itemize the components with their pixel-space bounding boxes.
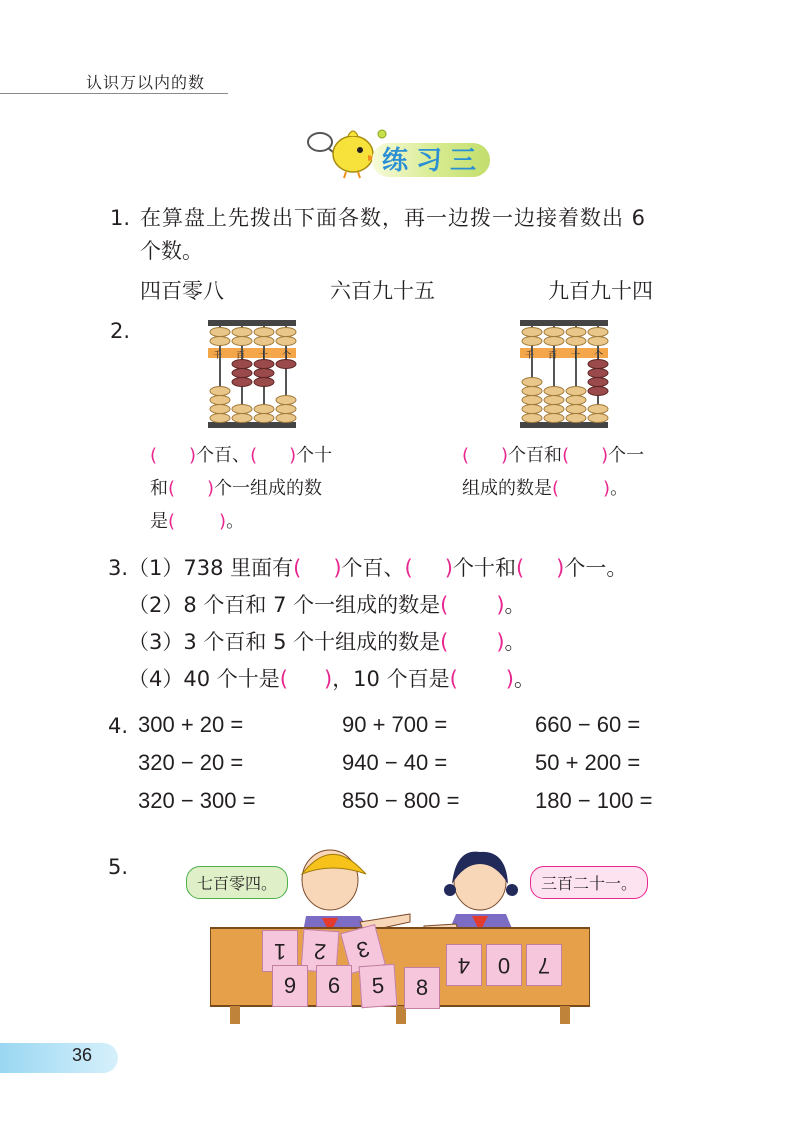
blank-close: ) bbox=[496, 630, 505, 654]
blank-close: ) bbox=[444, 556, 453, 580]
q2-left-text: 个百、 bbox=[196, 445, 251, 466]
q2-left-line3 bbox=[150, 507, 244, 537]
blank-open: ( bbox=[562, 445, 570, 466]
q3-text: 个百、 bbox=[341, 556, 405, 580]
q2-left-line1 bbox=[150, 441, 332, 471]
calc-item: 320 − 300 = bbox=[138, 788, 256, 813]
blank-open: ( bbox=[515, 556, 525, 580]
q3-number: 3. bbox=[108, 556, 129, 580]
q2-right-text: 组成的数是 bbox=[462, 478, 552, 499]
blank-close: ) bbox=[289, 445, 297, 466]
q3-text: 3 个百和 5 个十组成的数是 bbox=[183, 630, 441, 654]
blank-open: ( bbox=[440, 630, 449, 654]
q1-text-line2: 个数。 bbox=[140, 239, 203, 263]
place-label: 个 bbox=[593, 351, 603, 361]
blank-close: ) bbox=[323, 667, 333, 691]
q3-text: 个一。 bbox=[564, 556, 628, 580]
abacus-left-labels bbox=[206, 348, 298, 361]
blank-close: ) bbox=[189, 445, 197, 466]
blank-close: ) bbox=[601, 445, 609, 466]
q3-item-1 bbox=[128, 553, 627, 583]
blank-open: ( bbox=[168, 511, 176, 532]
blank-close: ) bbox=[207, 478, 215, 499]
number-card: 8 bbox=[404, 967, 440, 1009]
boy-speech-bubble: 七百零四。 bbox=[186, 866, 288, 899]
number-card: 2 bbox=[301, 929, 340, 973]
calc-item: 850 − 800 = bbox=[342, 788, 460, 813]
number-card: 7 bbox=[526, 944, 562, 986]
q2-left-text: 和 bbox=[150, 478, 168, 499]
page-number-tab bbox=[0, 1043, 118, 1073]
calc-item: 90 + 700 = bbox=[342, 712, 448, 737]
number-card: 1 bbox=[262, 930, 298, 972]
calc-item: 50 + 200 = bbox=[535, 750, 641, 775]
number-card: 3 bbox=[340, 924, 386, 974]
q2-left-text: 。 bbox=[226, 511, 245, 532]
calc-item: 300 + 20 = bbox=[138, 712, 244, 737]
blank-close: ) bbox=[501, 445, 509, 466]
calc-item: 940 − 40 = bbox=[342, 750, 448, 775]
q3-text: 40 个十是 bbox=[183, 667, 280, 691]
place-label: 百 bbox=[235, 351, 245, 361]
q2-right-text: 个百和 bbox=[508, 445, 563, 466]
blank-open: ( bbox=[552, 478, 560, 499]
q3-item-2 bbox=[128, 590, 526, 620]
q2-right-text: 。 bbox=[610, 478, 629, 499]
q2-right-line2 bbox=[462, 474, 628, 504]
q2-left-text: 个一组成的数 bbox=[214, 478, 323, 499]
blank-open: ( bbox=[404, 556, 413, 580]
abacus-left bbox=[206, 318, 298, 430]
q3-text: ，10 个百是 bbox=[332, 667, 450, 691]
q3-label: （4） bbox=[128, 667, 184, 691]
abacus-right-labels bbox=[518, 348, 610, 361]
number-card: 4 bbox=[446, 944, 482, 986]
page-number: 36 bbox=[72, 1045, 93, 1065]
place-label: 百 bbox=[547, 351, 557, 361]
calc-item: 180 − 100 = bbox=[535, 788, 653, 813]
calc-item: 660 − 60 = bbox=[535, 712, 641, 737]
blank-open: ( bbox=[250, 445, 258, 466]
place-label: 千 bbox=[524, 351, 534, 361]
q3-label: （3） bbox=[128, 630, 184, 654]
q2-number: 2. bbox=[110, 319, 131, 343]
blank-open: ( bbox=[293, 556, 302, 580]
blank-close: ) bbox=[219, 511, 227, 532]
number-card: 5 bbox=[359, 964, 398, 1008]
header-divider bbox=[0, 93, 228, 94]
q3-text: 。 bbox=[514, 667, 535, 691]
q3-text: 8 个百和 7 个一组成的数是 bbox=[183, 593, 441, 617]
calc-item: 320 − 20 = bbox=[138, 750, 244, 775]
blank-open: ( bbox=[449, 667, 458, 691]
q4-number: 4. bbox=[108, 714, 129, 738]
q1-item: 四百零八 bbox=[140, 279, 224, 303]
q3-item-3 bbox=[128, 627, 526, 657]
blank-open: ( bbox=[440, 593, 449, 617]
chapter-title: 认识万以内的数 bbox=[86, 73, 206, 92]
blank-close: ) bbox=[603, 478, 611, 499]
girl-speech-bubble: 三百二十一。 bbox=[530, 866, 648, 899]
q3-label: （2） bbox=[128, 593, 184, 617]
blank-close: ) bbox=[505, 667, 514, 691]
blank-open: ( bbox=[279, 667, 288, 691]
blank-close: ) bbox=[333, 556, 342, 580]
place-label: 十 bbox=[258, 351, 268, 361]
q2-right-text: 个一 bbox=[608, 445, 645, 466]
exercise-title: 练习三 bbox=[382, 146, 485, 176]
number-card: 9 bbox=[272, 965, 308, 1007]
place-label: 十 bbox=[570, 351, 580, 361]
q1-number: 1. bbox=[110, 206, 131, 230]
q2-left-line2 bbox=[150, 474, 322, 504]
q1-item: 九百九十四 bbox=[548, 279, 653, 303]
blank-close: ) bbox=[556, 556, 565, 580]
q3-text: 。 bbox=[504, 593, 526, 617]
blank-open: ( bbox=[150, 445, 158, 466]
q5-number: 5. bbox=[108, 855, 129, 879]
q3-item-4 bbox=[128, 664, 535, 694]
abacus-right bbox=[518, 318, 610, 430]
blank-open: ( bbox=[462, 445, 470, 466]
q2-left-text: 是 bbox=[150, 511, 168, 532]
blank-open: ( bbox=[168, 478, 176, 499]
q2-left-text: 个十 bbox=[296, 445, 333, 466]
q3-text: 738 里面有 bbox=[183, 556, 294, 580]
q2-right-line1 bbox=[462, 441, 644, 471]
place-label: 千 bbox=[212, 351, 222, 361]
q3-text: 。 bbox=[504, 630, 526, 654]
q1-item: 六百九十五 bbox=[330, 279, 435, 303]
q3-text: 个十和 bbox=[452, 556, 516, 580]
place-label: 个 bbox=[281, 351, 291, 361]
number-card: 0 bbox=[486, 944, 522, 986]
number-card: 6 bbox=[316, 965, 352, 1007]
blank-close: ) bbox=[496, 593, 505, 617]
q3-label: （1） bbox=[128, 556, 184, 580]
q1-text-line1: 在算盘上先拨出下面各数，再一边拨一边接着数出 6 bbox=[140, 206, 647, 230]
